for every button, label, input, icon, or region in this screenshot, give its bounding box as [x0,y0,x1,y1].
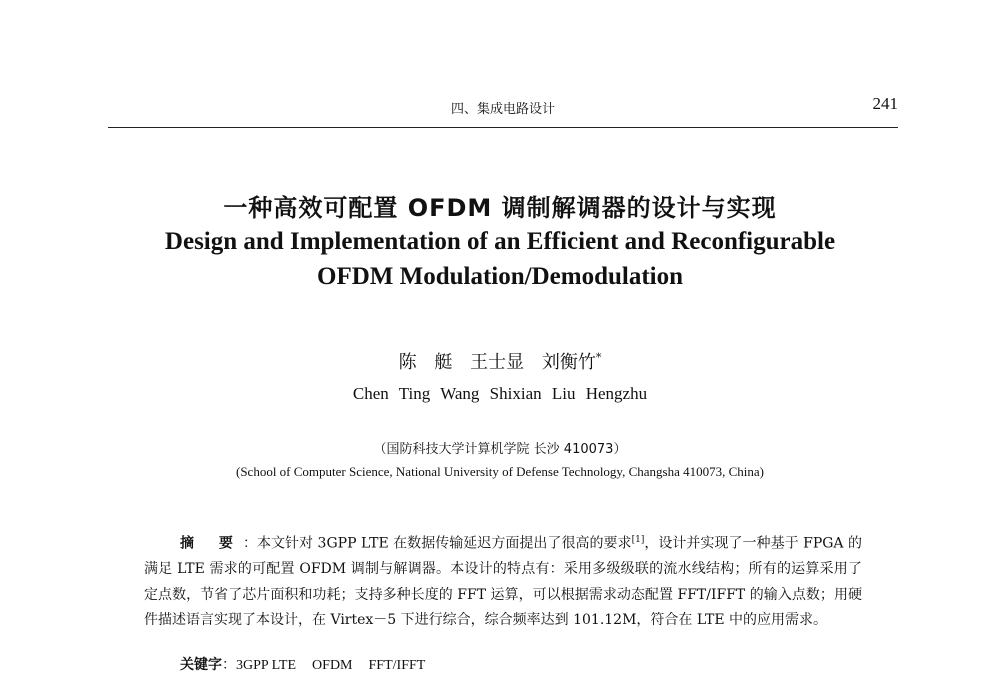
author-en-3: Liu Hengzhu [551,384,648,403]
abstract-label: 摘 要 [180,535,243,552]
affiliation-chinese: （国防科技大学计算机学院 长沙 410073） [373,442,627,457]
abstract-colon: ： [242,535,257,552]
title-english-line-1: Design and Implementation of an Efficient and Reconfigurable [164,228,836,255]
running-header [108,90,898,126]
abstract-text-1: 本文针对 3GPP LTE 在数据传输延迟方面提出了很高的要求 [256,535,632,552]
abstract-paragraph [144,528,862,634]
keyword: OFDM [312,658,353,673]
keywords-colon: ： [222,657,236,673]
author-cn-2: 王士显 [470,352,525,373]
corresponding-author-mark: * [595,351,602,364]
affiliation-english: (School of Computer Science, National University of Defense Technology, Changsha 410073, China) [235,464,764,479]
title-english-line-2: OFDM Modulation/Demodulation [317,263,683,290]
keyword: FFT/IFFT [368,658,426,673]
keywords-label: 关键字 [180,657,222,673]
authors-english [0,384,1000,404]
keywords [180,654,441,674]
citation-ref: [1] [631,535,645,545]
title-chinese: 一种高效可配置 OFDM 调制解调器的设计与实现 [223,194,777,222]
author-en-1: Chen Ting [352,384,431,403]
keyword: 3GPP LTE [236,658,297,673]
header-rule [108,127,898,128]
author-en-2: Wang Shixian [440,384,542,403]
abstract [144,528,862,634]
author-cn-3: 刘衡竹 [541,352,596,373]
page-number: 241 [872,94,898,113]
section-title: 四、集成电路设计 [450,102,555,117]
abstract-text-2: ，设计并实现了一种基于 FPGA 的满足 LTE 需求的可配置 OFDM 调制与解调器。本设计的特点有：采用多级级联的流水线结构；所有的运算采用了定点数，节省了芯片面积和功耗；支持多种长度的 FFT 运算，可以根据需求动态配置 FFT/IFFT 的输入点数；用硬件描述语言实现了本设计，在 Virtex－5 下进行综合，综合频率达到 101.12M，符合在 LTE 中的应用需求。 [144,535,863,629]
authors-chinese [0,348,1000,374]
author-cn-1: 陈 艇 [398,352,453,373]
